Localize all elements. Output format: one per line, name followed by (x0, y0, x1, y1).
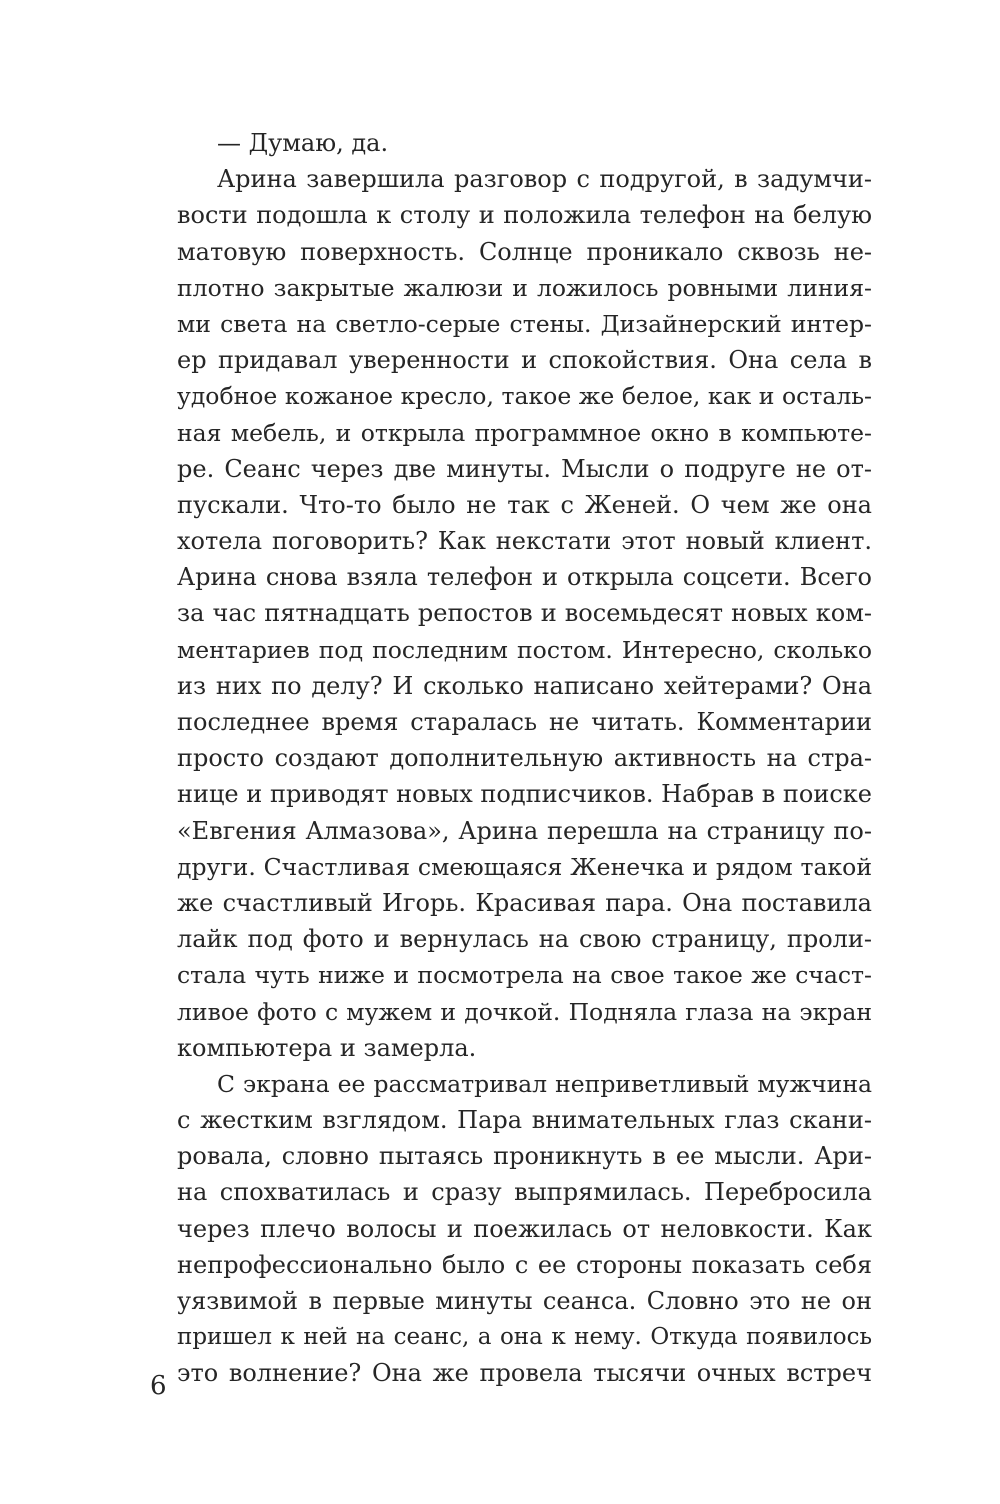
text-line: хотела поговорить? Как некстати этот новый клиент. (177, 527, 872, 556)
text-line: на спохватилась и сразу выпрямилась. Перебросила (177, 1178, 872, 1207)
text-line: ливое фото с мужем и дочкой. Подняла глаза на экран (177, 997, 872, 1026)
text-line: с жестким взглядом. Пара внимательных глаз скани- (177, 1106, 872, 1135)
text-line: за час пятнадцать репостов и восемьдесят новых ком- (177, 599, 872, 628)
text-line: «Евгения Алмазова», Арина перешла на страницу по- (177, 816, 872, 845)
text-line: други. Счастливая смеющаяся Женечка и рядом такой (177, 852, 872, 881)
page-number: 6 (150, 1371, 167, 1401)
text-line: пришел к ней на сеанс, а она к нему. Откуда появилось (177, 1324, 872, 1351)
text-line: ная мебель, и открыла программное окно в компьюте- (177, 418, 872, 447)
text-line: из них по делу? И сколько написано хейтерами? Она (177, 671, 872, 700)
text-line: пускали. Что-то было не так с Женей. О чем же она (177, 490, 872, 519)
text-line: просто создают дополнительную активность на стра- (177, 744, 872, 773)
text-line: удобное кожаное кресло, такое же белое, как и осталь- (177, 382, 872, 411)
text-line: — Думаю, да. (217, 129, 389, 157)
text-line: вости подошла к столу и положила телефон на белую (177, 201, 872, 230)
text-line: С экрана ее рассматривал неприветливый мужчина (217, 1069, 872, 1098)
text-line: последнее время старалась не читать. Комментарии (177, 708, 872, 736)
text-line: нице и приводят новых подписчиков. Набрав в поиске (177, 780, 872, 809)
text-line: лайк под фото и вернулась на свою страницу, проли- (177, 925, 872, 954)
text-line: ментариев под последним постом. Интересно, сколько (177, 635, 872, 664)
text-line: же счастливый Игорь. Красивая пара. Она поставила (177, 888, 872, 917)
text-line: ровала, словно пытаясь проникнуть в ее мысли. Ари- (177, 1142, 872, 1171)
text-line: плотно закрытые жалюзи и ложилось ровными линия- (177, 273, 872, 302)
text-line: Арина снова взяла телефон и открыла соцсети. Всего (177, 563, 872, 592)
body-text (177, 125, 872, 1392)
text-line: матовую поверхность. Солнце проникало сквозь не- (177, 237, 872, 266)
text-line: ре. Сеанс через две минуты. Мысли о подруге не от- (177, 454, 872, 483)
text-line: ер придавал уверенности и спокойствия. Она села в (177, 346, 872, 375)
text-line: Арина завершила разговор с подругой, в задумчи- (217, 165, 872, 194)
text-line: уязвимой в первые минуты сеанса. Словно это не он (177, 1287, 872, 1315)
text-line: через плечо волосы и поежилась от неловкости. Как (177, 1214, 872, 1243)
text-line: непрофессионально было с ее стороны показать себя (177, 1250, 872, 1279)
text-line: это волнение? Она же провела тысячи очных встреч (177, 1359, 872, 1388)
text-line: стала чуть ниже и посмотрела на свое такое же счаст- (177, 961, 872, 990)
text-line: ми света на светло-серые стены. Дизайнерский интер- (177, 309, 872, 338)
text-line: компьютера и замерла. (177, 1033, 477, 1062)
